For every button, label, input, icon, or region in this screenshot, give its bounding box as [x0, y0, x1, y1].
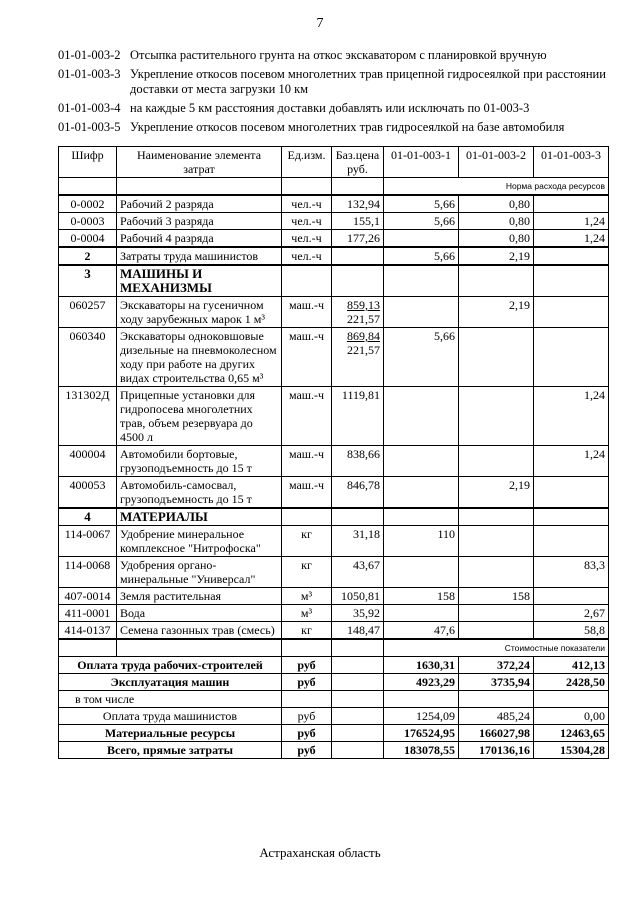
cell-unit: чел.-ч — [282, 213, 332, 230]
cell-unit: маш.-ч — [282, 446, 332, 477]
cell-price: 177,26 — [332, 230, 384, 248]
cell-v3 — [534, 247, 609, 265]
cell-price — [332, 247, 384, 265]
section-header-machines — [59, 265, 609, 297]
totals-row — [59, 742, 609, 759]
cell-code: 060340 — [59, 328, 117, 387]
cell-name: Рабочий 3 разряда — [117, 213, 282, 230]
cell-v3: 1,24 — [534, 230, 609, 248]
cell-unit: маш.-ч — [282, 387, 332, 446]
total-v3: 412,13 — [534, 657, 609, 674]
table-header — [59, 147, 609, 178]
cell-v1: 47,6 — [384, 622, 459, 640]
table-row — [59, 446, 609, 477]
total-name: Эксплуатация машин — [59, 674, 282, 691]
cell-v2 — [459, 622, 534, 640]
cell-code: 2 — [59, 247, 117, 265]
cell-v1: 5,66 — [384, 247, 459, 265]
price-underlined: 869,84 — [347, 329, 380, 343]
cell-v3: 1,24 — [534, 213, 609, 230]
cell-v1 — [384, 297, 459, 328]
cell-name: Удобрение минеральное комплексное "Нитрофоска" — [117, 526, 282, 557]
cell-v3 — [534, 297, 609, 328]
intro-code: 01-01-003-3 — [58, 67, 121, 81]
cell-unit: чел.-ч — [282, 195, 332, 213]
cell-unit: маш.-ч — [282, 328, 332, 387]
cell-v3: 58,8 — [534, 622, 609, 640]
total-v2: 485,24 — [459, 708, 534, 725]
cell-unit: кг — [282, 557, 332, 588]
totals-row — [59, 691, 609, 708]
total-v2: 166027,98 — [459, 725, 534, 742]
cell-v3: 1,24 — [534, 446, 609, 477]
cell-v3 — [534, 195, 609, 213]
total-name: Всего, прямые затраты — [59, 742, 282, 759]
cell-code: 400053 — [59, 477, 117, 509]
header-unit: Ед.изм. — [282, 147, 332, 178]
cell-name: Рабочий 4 разряда — [117, 230, 282, 248]
cell-v1: 5,66 — [384, 213, 459, 230]
cell-v2 — [459, 557, 534, 588]
totals-row — [59, 674, 609, 691]
intro-text: Укрепление откосов посевом многолетних трав прицепной гидросеялкой при расстоянии доставки от места загрузки 10 км — [130, 67, 606, 96]
total-v2: 3735,94 — [459, 674, 534, 691]
total-unit: руб — [282, 725, 332, 742]
resource-table — [58, 146, 609, 759]
cell-code: 060257 — [59, 297, 117, 328]
total-v3: 2428,50 — [534, 674, 609, 691]
cell-v2: 2,19 — [459, 477, 534, 509]
cell-code: 407-0014 — [59, 588, 117, 605]
table-row — [59, 588, 609, 605]
total-v1: 1254,09 — [384, 708, 459, 725]
total-v3 — [534, 691, 609, 708]
cell-name: Семена газонных трав (смесь) — [117, 622, 282, 640]
cell-price: 1119,81 — [332, 387, 384, 446]
cell-name: Экскаваторы на гусеничном ходу зарубежных марок 1 м³ — [117, 297, 282, 328]
section-title: МАШИНЫ И МЕХАНИЗМЫ — [117, 265, 282, 297]
total-v1: 4923,29 — [384, 674, 459, 691]
cell-v2: 0,80 — [459, 213, 534, 230]
total-v3: 15304,28 — [534, 742, 609, 759]
cell-v1 — [384, 230, 459, 248]
intro-list — [58, 48, 618, 139]
cell-v3 — [534, 328, 609, 387]
total-name: Материальные ресурсы — [59, 725, 282, 742]
price-value: 221,57 — [347, 312, 380, 326]
cell-price: 148,47 — [332, 622, 384, 640]
cell-v1 — [384, 387, 459, 446]
cell-price: 43,67 — [332, 557, 384, 588]
cell-v1: 110 — [384, 526, 459, 557]
cell-price — [332, 328, 384, 387]
totals-row — [59, 708, 609, 725]
cell-v2 — [459, 526, 534, 557]
cell-name: Затраты труда машинистов — [117, 247, 282, 265]
cell-v2: 2,19 — [459, 297, 534, 328]
cell-v2: 0,80 — [459, 195, 534, 213]
cell-unit: м³ — [282, 588, 332, 605]
cell-name: Автомобиль-самосвал, грузоподъемность до 15 т — [117, 477, 282, 509]
table-row — [59, 230, 609, 248]
table-row — [59, 387, 609, 446]
cell-code: 0-0003 — [59, 213, 117, 230]
total-unit: руб — [282, 708, 332, 725]
cell-name: Экскаваторы одноковшовые дизельные на пневмоколесном ходу при работе на других видах строительства 0,65 м³ — [117, 328, 282, 387]
total-v3: 12463,65 — [534, 725, 609, 742]
intro-code: 01-01-003-2 — [58, 48, 121, 62]
footer-region: Астраханская область — [259, 845, 381, 860]
cell-name: Автомобили бортовые, грузоподъемность до 15 т — [117, 446, 282, 477]
total-v1 — [384, 691, 459, 708]
total-name: Оплата труда рабочих-строителей — [59, 657, 282, 674]
cell-price: 1050,81 — [332, 588, 384, 605]
cell-v3 — [534, 526, 609, 557]
total-v2 — [459, 691, 534, 708]
cell-v3: 83,3 — [534, 557, 609, 588]
totals-row — [59, 657, 609, 674]
cell-v3: 2,67 — [534, 605, 609, 622]
total-v2: 372,24 — [459, 657, 534, 674]
cost-label-row — [59, 639, 609, 657]
cell-v3 — [534, 588, 609, 605]
cell-name: Прицепные установки для гидропосева многолетних трав, объем резервуара до 4500 л — [117, 387, 282, 446]
table-row — [59, 622, 609, 640]
cell-code: 114-0068 — [59, 557, 117, 588]
table-row — [59, 328, 609, 387]
section-code: 4 — [59, 508, 117, 526]
intro-code: 01-01-003-5 — [58, 120, 121, 134]
header-col3: 01-01-003-3 — [534, 147, 609, 178]
header-col2: 01-01-003-2 — [459, 147, 534, 178]
price-underlined: 859,13 — [347, 298, 380, 312]
cell-v1: 5,66 — [384, 328, 459, 387]
cell-code: 411-0001 — [59, 605, 117, 622]
norm-label-row — [59, 178, 609, 196]
cost-label: Стоимостные показатели — [384, 639, 609, 657]
cell-v3: 1,24 — [534, 387, 609, 446]
totals-row — [59, 725, 609, 742]
total-unit: руб — [282, 657, 332, 674]
norm-label: Норма расхода ресурсов — [384, 178, 609, 196]
cell-v1: 158 — [384, 588, 459, 605]
total-v1: 183078,55 — [384, 742, 459, 759]
cell-unit: чел.-ч — [282, 230, 332, 248]
cell-name: Вода — [117, 605, 282, 622]
header-price: Баз.цена руб. — [332, 147, 384, 178]
cell-code: 0-0002 — [59, 195, 117, 213]
header-name: Наименование элемента затрат — [117, 147, 282, 178]
intro-item — [58, 67, 618, 97]
cell-v1 — [384, 557, 459, 588]
cell-code: 131302Д — [59, 387, 117, 446]
intro-text: Укрепление откосов посевом многолетних трав гидросеялкой на базе автомобиля — [130, 120, 565, 134]
cell-v1 — [384, 446, 459, 477]
cell-price: 155,1 — [332, 213, 384, 230]
intro-item — [58, 101, 618, 116]
cell-code: 400004 — [59, 446, 117, 477]
table-row — [59, 297, 609, 328]
total-unit — [282, 691, 332, 708]
cell-v1 — [384, 605, 459, 622]
intro-item — [58, 120, 618, 135]
header-code: Шифр — [59, 147, 117, 178]
cell-unit: кг — [282, 526, 332, 557]
cell-v2 — [459, 387, 534, 446]
total-name: в том числе — [59, 691, 282, 708]
cell-v2: 158 — [459, 588, 534, 605]
cell-unit: м³ — [282, 605, 332, 622]
total-v3: 0,00 — [534, 708, 609, 725]
cell-code: 114-0067 — [59, 526, 117, 557]
intro-text: на каждые 5 км расстояния доставки добавлять или исключать по 01-003-3 — [130, 101, 530, 115]
cell-price: 838,66 — [332, 446, 384, 477]
cell-v1 — [384, 477, 459, 509]
cell-v2: 2,19 — [459, 247, 534, 265]
cell-unit: маш.-ч — [282, 297, 332, 328]
table-row — [59, 213, 609, 230]
total-unit: руб — [282, 674, 332, 691]
intro-item — [58, 48, 618, 63]
cell-name: Удобрения органо-минеральные "Универсал" — [117, 557, 282, 588]
cell-v2 — [459, 605, 534, 622]
table-row — [59, 477, 609, 509]
cell-code: 0-0004 — [59, 230, 117, 248]
header-col1: 01-01-003-1 — [384, 147, 459, 178]
cell-price: 846,78 — [332, 477, 384, 509]
table-row — [59, 557, 609, 588]
cell-code: 414-0137 — [59, 622, 117, 640]
cell-unit: чел.-ч — [282, 247, 332, 265]
total-name: Оплата труда машинистов — [59, 708, 282, 725]
cell-v2 — [459, 328, 534, 387]
total-v1: 1630,31 — [384, 657, 459, 674]
table-row — [59, 526, 609, 557]
total-unit: руб — [282, 742, 332, 759]
table-row — [59, 605, 609, 622]
cell-name: Рабочий 2 разряда — [117, 195, 282, 213]
total-v1: 176524,95 — [384, 725, 459, 742]
section-title: МАТЕРИАЛЫ — [117, 508, 282, 526]
cell-price: 132,94 — [332, 195, 384, 213]
cell-v1: 5,66 — [384, 195, 459, 213]
cell-unit: кг — [282, 622, 332, 640]
table-row-machinists — [59, 247, 609, 265]
price-value: 221,57 — [347, 343, 380, 357]
cell-v3 — [534, 477, 609, 509]
section-header-materials — [59, 508, 609, 526]
table-row — [59, 195, 609, 213]
cell-unit: маш.-ч — [282, 477, 332, 509]
cell-v2 — [459, 446, 534, 477]
cell-v2: 0,80 — [459, 230, 534, 248]
cell-price: 31,18 — [332, 526, 384, 557]
cell-name: Земля растительная — [117, 588, 282, 605]
intro-code: 01-01-003-4 — [58, 101, 121, 115]
intro-text: Отсыпка растительного грунта на откос экскаватором с планировкой вручную — [130, 48, 547, 62]
section-code: 3 — [59, 265, 117, 297]
cell-price — [332, 297, 384, 328]
total-v2: 170136,16 — [459, 742, 534, 759]
cell-price: 35,92 — [332, 605, 384, 622]
page-number: 7 — [316, 16, 324, 31]
